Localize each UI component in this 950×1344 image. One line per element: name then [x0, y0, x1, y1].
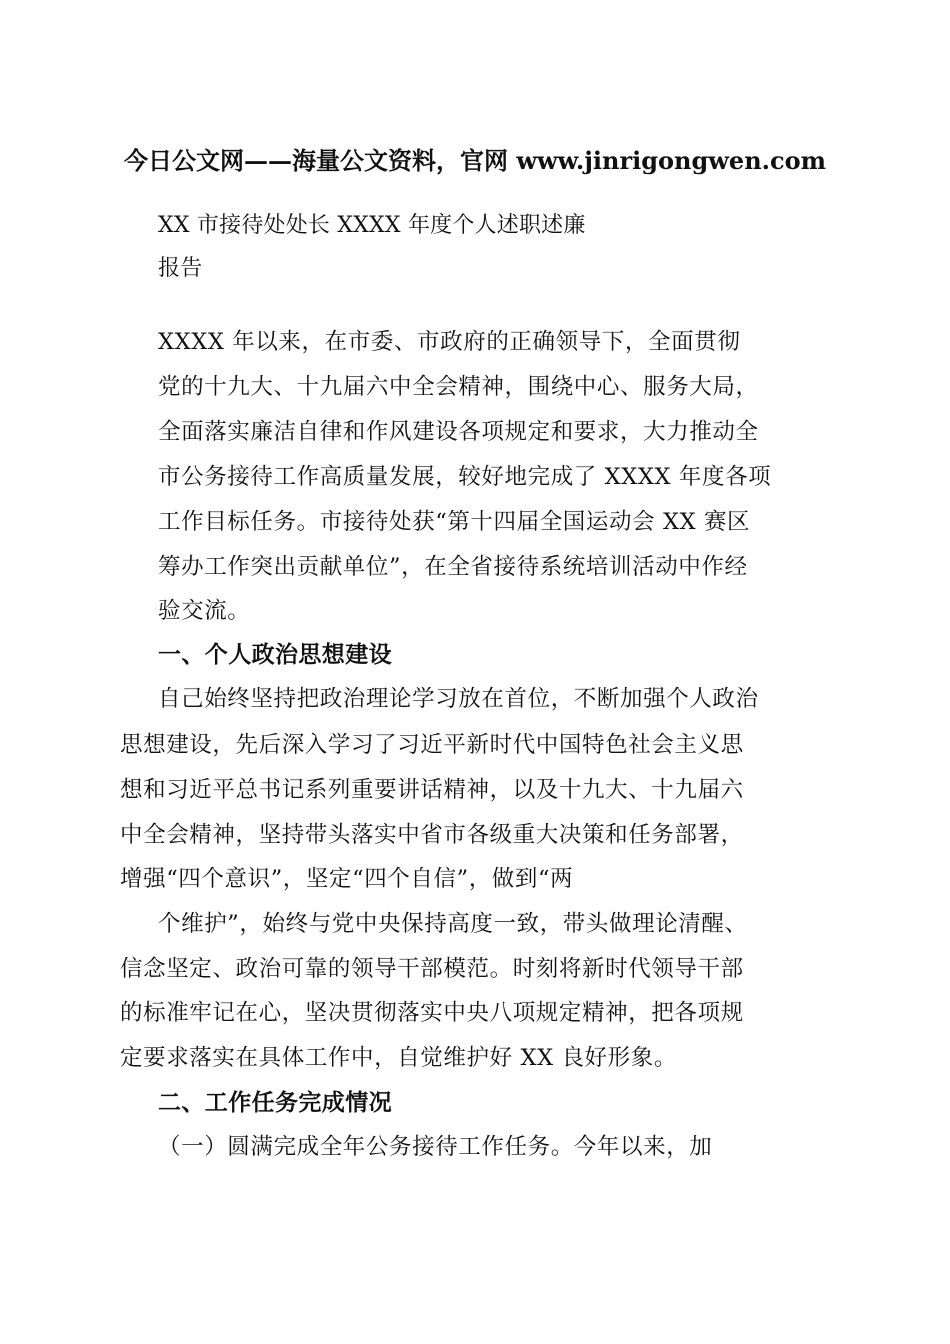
intro-paragraph-line: 市公务接待工作高质量发展，较好地完成了 XXXX 年度各项 [158, 464, 772, 490]
body-paragraph-line: 定要求落实在具体工作中，自觉维护好 XX 良好形象。 [120, 1045, 677, 1071]
body-paragraph-line: 自己始终坚持把政治理论学习放在首位，不断加强个人政治 [158, 686, 759, 712]
document-title-line: 报告 [158, 256, 203, 281]
intro-paragraph-line: 筹办工作突出贡献单位”，在全省接待系统培训活动中作经 [158, 554, 748, 580]
intro-paragraph-line: 全面落实廉洁自律和作风建设各项规定和要求，大力推动全 [158, 419, 759, 445]
body-paragraph-line: （一）圆满完成全年公务接待工作任务。今年以来，加 [158, 1134, 713, 1160]
intro-paragraph-line: 验交流。 [158, 598, 251, 624]
body-paragraph-line: 思想建设，先后深入学习了习近平新时代中国特色社会主义思 [120, 732, 744, 758]
intro-paragraph-line: 党的十九大、十九届六中全会精神，围绕中心、服务大局， [158, 374, 759, 400]
intro-paragraph-line: 工作目标任务。市接待处获“第十四届全国运动会 XX 赛区 [158, 509, 751, 535]
section-heading: 二、工作任务完成情况 [158, 1090, 392, 1116]
intro-paragraph-line: XXXX 年以来，在市委、市政府的正确领导下，全面贯彻 [158, 329, 741, 355]
document-title-line: XX 市接待处处长 XXXX 年度个人述职述廉 [158, 213, 586, 238]
body-paragraph-line: 中全会精神，坚持带头落实中省市各级重大决策和任务部署， [120, 822, 744, 848]
body-paragraph-line: 的标准牢记在心，坚决贯彻落实中央八项规定精神，把各项规 [120, 1000, 744, 1026]
body-paragraph-line: 信念坚定、政治可靠的领导干部模范。时刻将新时代领导干部 [120, 956, 744, 982]
site-banner: 今日公文网——海量公文资料，官网 www.jinrigongwen.com [123, 146, 827, 175]
body-paragraph-line: 个维护”，始终与党中央保持高度一致，带头做理论清醒、 [158, 911, 748, 937]
body-paragraph-line: 想和习近平总书记系列重要讲话精神，以及十九大、十九届六 [120, 777, 744, 803]
body-paragraph-line: 增强“四个意识”，坚定“四个自信”，做到“两 [120, 866, 574, 892]
section-heading: 一、个人政治思想建设 [158, 642, 392, 668]
